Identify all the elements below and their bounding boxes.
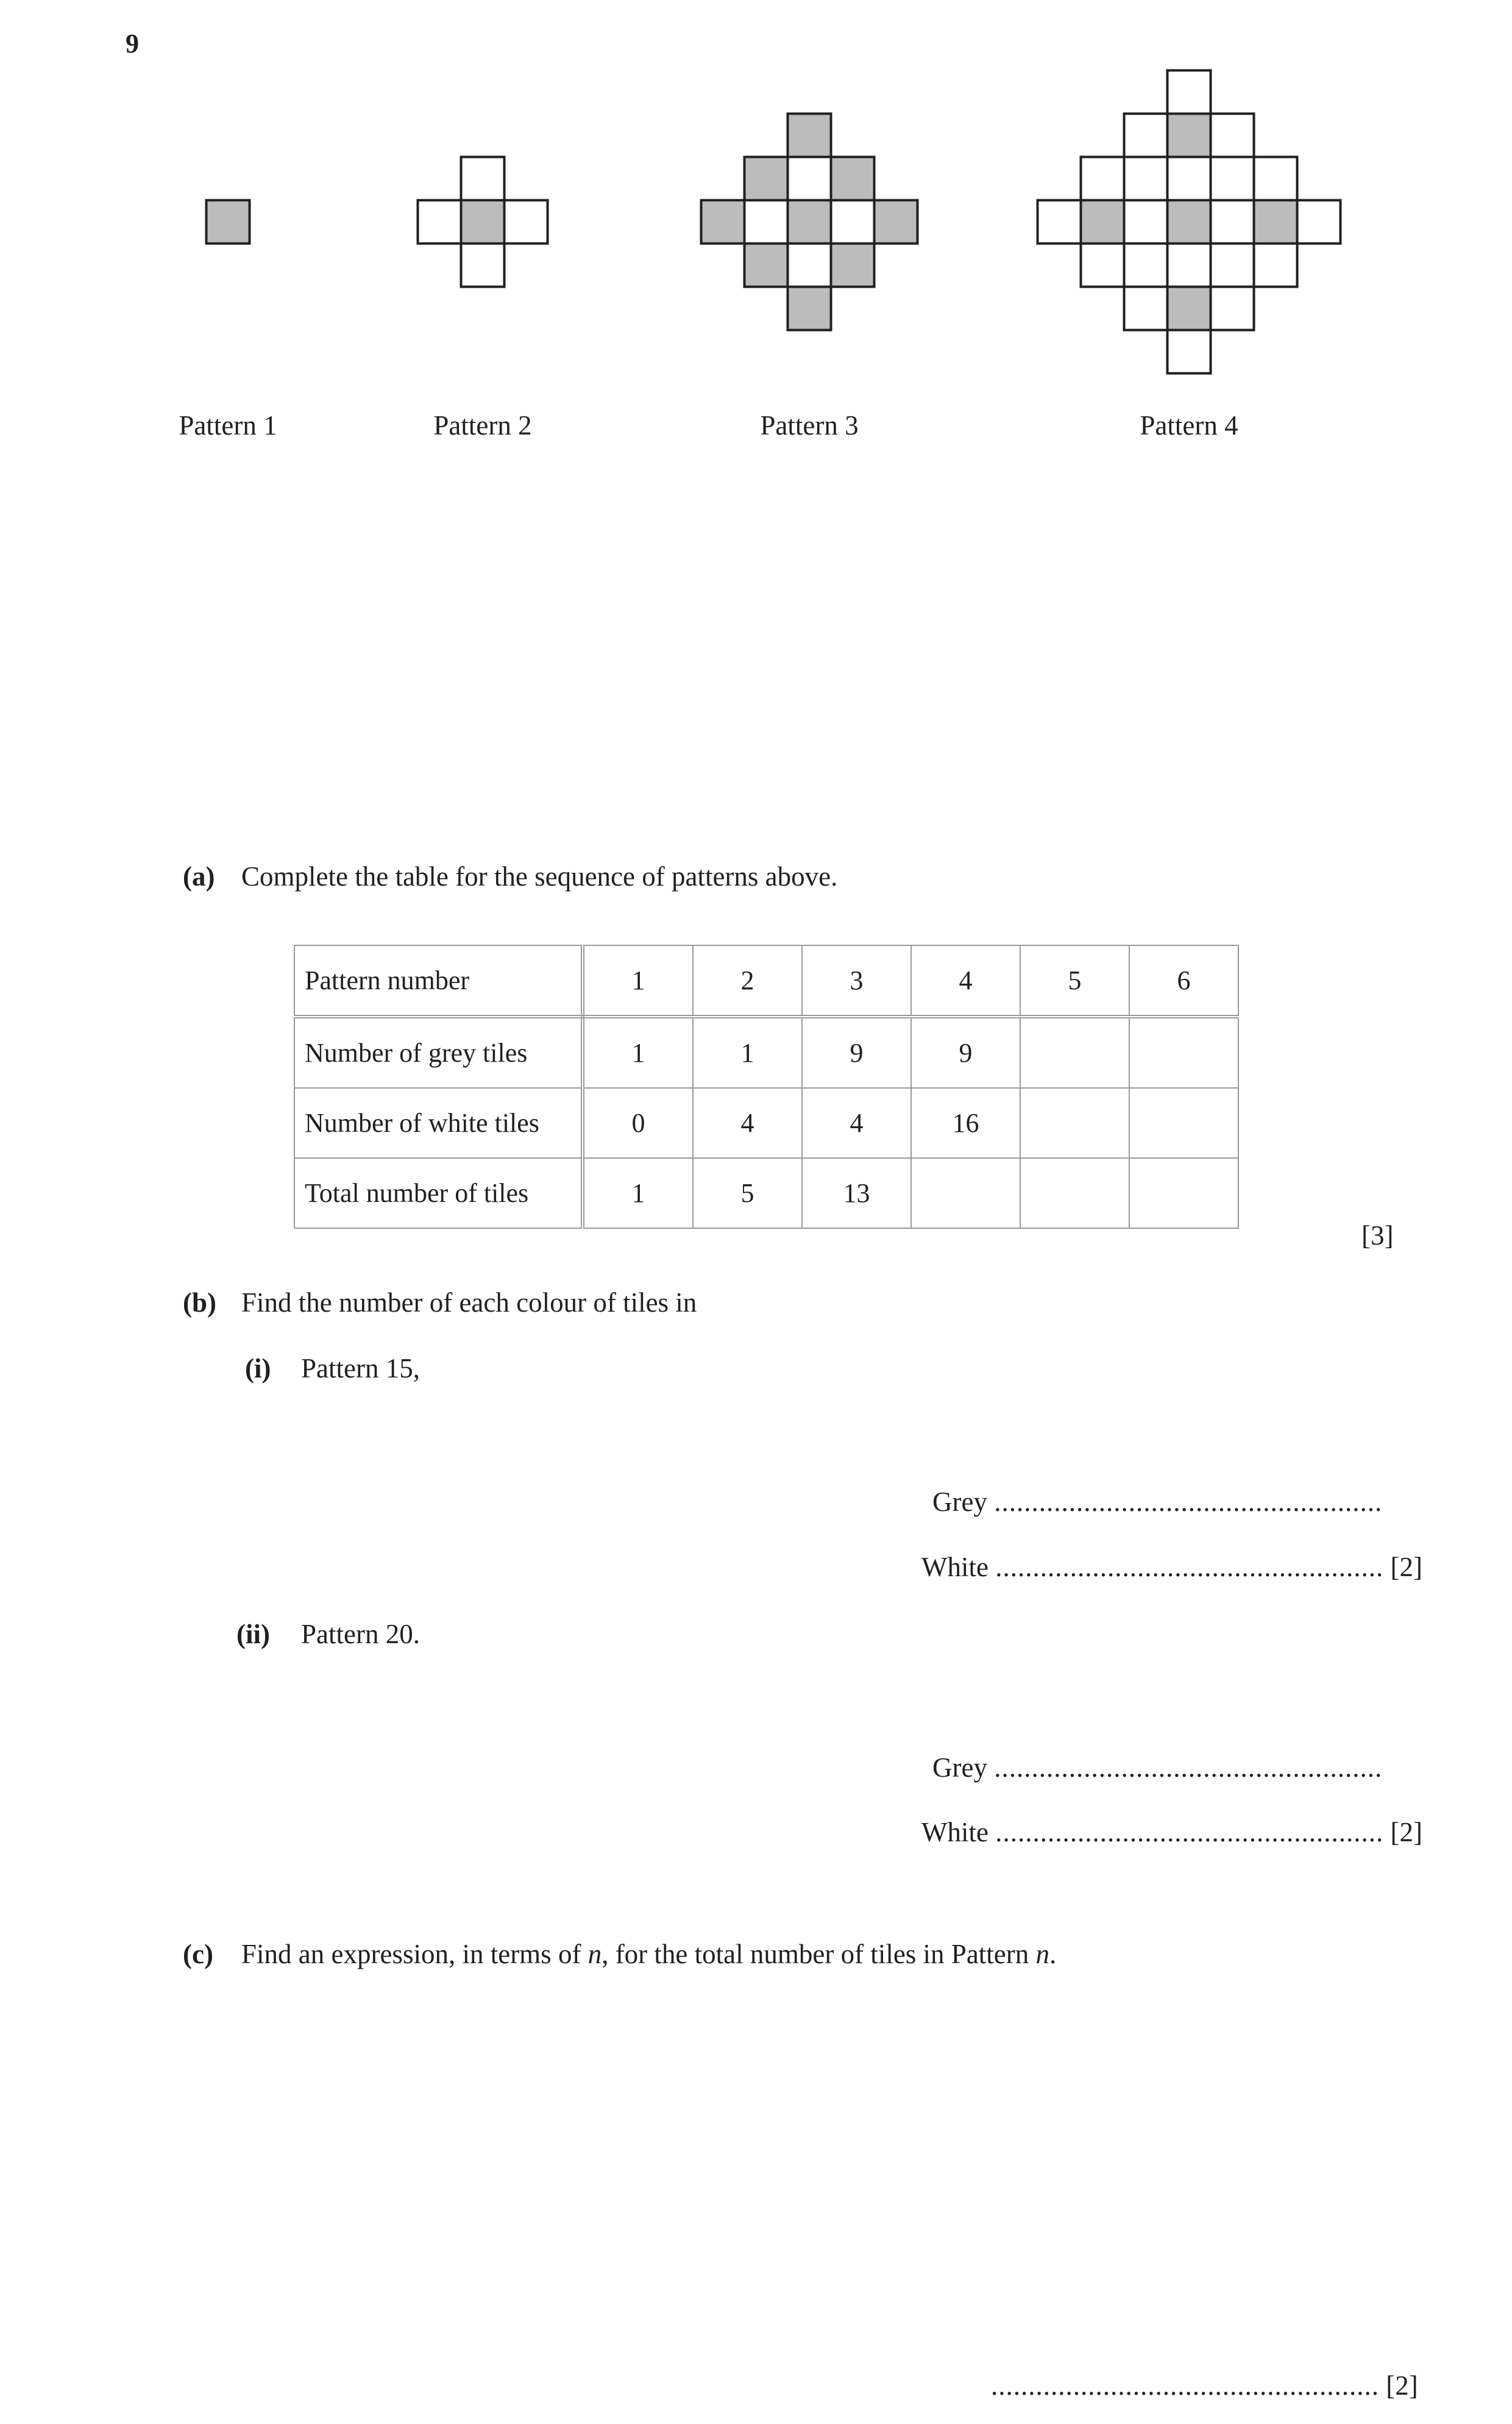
white-label: White [921, 1817, 988, 1847]
table-cell: 9 [911, 1017, 1020, 1088]
white-tile [1211, 201, 1254, 244]
question-number: 9 [126, 29, 139, 59]
part-c-question [241, 1938, 1056, 1970]
table-cell: 0 [583, 1088, 693, 1158]
white-tile [1168, 157, 1211, 201]
tile-patterns-figure [0, 0, 1512, 390]
row-label-total: Total number of tiles [294, 1158, 583, 1228]
grey-tile [1168, 201, 1211, 244]
pattern-number-cell: 6 [1129, 945, 1238, 1017]
answer-dots: .................................................... [995, 1552, 1384, 1582]
answer-cell[interactable] [1020, 1017, 1129, 1088]
white-tile [505, 201, 548, 244]
row-label-white: Number of white tiles [294, 1088, 583, 1158]
marks: [2] [1386, 2370, 1418, 2401]
white-tile [1081, 157, 1124, 201]
part-a-instruction: Complete the table for the sequence of patterns above. [241, 861, 838, 892]
white-tile [1297, 201, 1341, 244]
pattern-4-label: Pattern 4 [1140, 410, 1238, 441]
pattern-number-cell: 5 [1020, 945, 1129, 1017]
table-cell: 4 [693, 1088, 802, 1158]
grey-tile [788, 114, 831, 157]
part-a-marks: [3] [1361, 1220, 1394, 1251]
grey-tile [875, 201, 918, 244]
answer-cell[interactable] [1129, 1088, 1238, 1158]
part-a-label: (a) [183, 861, 215, 892]
white-tile [1038, 201, 1081, 244]
white-tile [461, 157, 505, 201]
grey-tile [788, 201, 831, 244]
white-tile [1211, 114, 1254, 157]
pattern-number-cell: 4 [911, 945, 1020, 1017]
pattern-3-label: Pattern 3 [760, 410, 859, 441]
white-tile [1211, 157, 1254, 201]
part-c-answer-line[interactable] [991, 2370, 1418, 2401]
answer-cell[interactable] [1020, 1158, 1129, 1228]
white-tile [461, 244, 505, 287]
grey-tile [1254, 201, 1297, 244]
part-b-i-white-answer-line[interactable] [921, 1551, 1422, 1583]
answer-dots: .................................................... [991, 2370, 1379, 2401]
white-label: White [921, 1552, 988, 1582]
grey-label: Grey [932, 1752, 987, 1783]
pattern-number-cell: 1 [583, 945, 693, 1017]
grey-tile [461, 201, 505, 244]
part-c-text-3: . [1049, 1939, 1057, 1969]
white-tile [1168, 71, 1211, 114]
part-c-label: (c) [183, 1939, 213, 1969]
white-tile [1211, 244, 1254, 287]
pattern-table [294, 945, 1239, 1229]
marks: [2] [1390, 1552, 1422, 1582]
table-cell: 9 [802, 1017, 911, 1088]
grey-tile [1168, 287, 1211, 330]
table-cell: 16 [911, 1088, 1020, 1158]
answer-cell[interactable] [1129, 1017, 1238, 1088]
table-row-grey [294, 1017, 1238, 1088]
white-tile [745, 201, 788, 244]
part-b-ii-grey-answer-line[interactable] [932, 1752, 1382, 1783]
white-tile [1254, 244, 1297, 287]
part-b-label: (b) [183, 1287, 216, 1318]
white-tile [1168, 244, 1211, 287]
white-tile [418, 201, 461, 244]
pattern-1-label: Pattern 1 [179, 410, 277, 441]
part-c-text-2: , for the total number of tiles in Pattern [602, 1939, 1036, 1969]
table-cell: 1 [583, 1158, 693, 1228]
grey-tile [207, 201, 250, 244]
white-tile [788, 244, 831, 287]
table-header-row [294, 945, 1238, 1017]
part-c-variable-n: n [1035, 1939, 1050, 1969]
table-cell: 13 [802, 1158, 911, 1228]
white-tile [1124, 114, 1168, 157]
grey-tile [831, 157, 875, 201]
part-b-ii-white-answer-line[interactable] [921, 1816, 1422, 1848]
grey-tile [745, 244, 788, 287]
part-b-i-grey-answer-line[interactable] [932, 1486, 1382, 1518]
grey-tile [701, 201, 745, 244]
white-tile [1124, 201, 1168, 244]
grey-tile [1168, 114, 1211, 157]
white-tile [1168, 330, 1211, 374]
white-tile [1254, 157, 1297, 201]
table-cell: 5 [693, 1158, 802, 1228]
table-row-total [294, 1158, 1238, 1228]
part-b-i-label: (i) [245, 1353, 271, 1384]
table-cell: 4 [802, 1088, 911, 1158]
grey-tile [1081, 201, 1124, 244]
answer-dots: .................................................... [994, 1752, 1383, 1783]
grey-tile [831, 244, 875, 287]
part-c-variable-n: n [587, 1939, 602, 1969]
grey-tile [788, 287, 831, 330]
part-b-ii-text: Pattern 20. [301, 1619, 420, 1649]
pattern-2-label: Pattern 2 [433, 410, 532, 441]
answer-dots: .................................................... [995, 1817, 1384, 1847]
part-b-ii-label: (ii) [236, 1619, 270, 1649]
answer-dots: .................................................... [994, 1487, 1383, 1517]
table-cell: 1 [583, 1017, 693, 1088]
white-tile [788, 157, 831, 201]
part-b-i-text: Pattern 15, [301, 1353, 420, 1384]
table-row-white [294, 1088, 1238, 1158]
pattern-number-cell: 3 [802, 945, 911, 1017]
pattern-number-cell: 2 [693, 945, 802, 1017]
grey-label: Grey [932, 1487, 987, 1517]
part-b-instruction: Find the number of each colour of tiles in [241, 1287, 697, 1318]
table-cell: 1 [693, 1017, 802, 1088]
white-tile [1081, 244, 1124, 287]
header-label-cell: Pattern number [294, 945, 583, 1017]
answer-cell[interactable] [911, 1158, 1020, 1228]
answer-cell[interactable] [1129, 1158, 1238, 1228]
grey-tile [745, 157, 788, 201]
white-tile [1124, 244, 1168, 287]
row-label-grey: Number of grey tiles [294, 1017, 583, 1088]
part-c-text-1: Find an expression, in terms of [241, 1939, 588, 1969]
answer-cell[interactable] [1020, 1088, 1129, 1158]
white-tile [1211, 287, 1254, 330]
marks: [2] [1390, 1817, 1422, 1847]
white-tile [831, 201, 875, 244]
white-tile [1124, 287, 1168, 330]
white-tile [1124, 157, 1168, 201]
